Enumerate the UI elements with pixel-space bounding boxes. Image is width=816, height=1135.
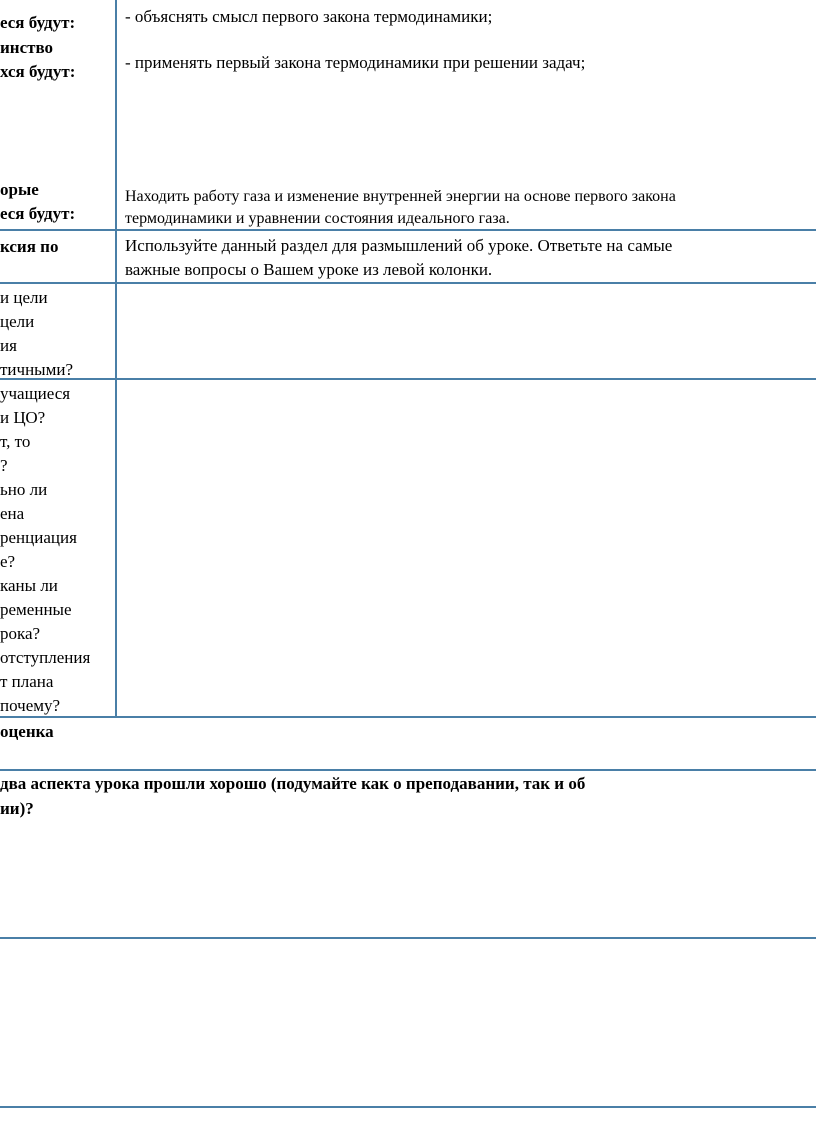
column-divider [115,0,117,718]
question-line: рока? [0,624,41,643]
goal-all-students: - объяснять смысл первого закона термодинамики; [125,7,493,26]
goals-most-label-2: хся будут: [0,62,76,81]
question-line: т, то [0,432,31,451]
row-border-reflection-bottom [0,282,816,284]
goal-some-students-2: термодинамики и уравнении состояния идеального газа. [125,210,510,227]
goals-some-label-2: еся будут: [0,204,76,223]
row-border-questions1-bottom [0,378,816,380]
assessment-title: оценка [0,722,54,741]
page-bottom-border [0,1106,816,1108]
question-line: ена [0,504,25,523]
goal-most-students: - применять первый закона термодинамики при решении задач; [125,53,586,72]
question-line: и цели [0,288,48,307]
section-border-answer-bottom [0,937,816,939]
question-line: ьно ли [0,480,48,499]
reflection-label: ксия по [0,237,59,256]
assessment-question-2: ии)? [0,799,34,818]
goals-some-label-1: орые [0,180,39,199]
reflection-instruction-1: Используйте данный раздел для размышлений об уроке. Ответьте на самые [125,236,673,255]
question-line: ременные [0,600,72,619]
goals-all-label: еся будут: [0,13,76,32]
reflection-instruction-2: важные вопросы о Вашем уроке из левой колонки. [125,260,493,279]
question-line: ия [0,336,17,355]
question-line: и ЦО? [0,408,46,427]
question-line: ? [0,456,8,475]
question-line: тичными? [0,360,73,379]
row-border-assessment-bottom [0,769,816,771]
goals-most-label-1: инство [0,38,54,57]
goal-some-students-1: Находить работу газа и изменение внутренней энергии на основе первого закона [125,188,676,205]
question-line: отступления [0,648,91,667]
assessment-question-1: два аспекта урока прошли хорошо (подумайте как о преподавании, так и об [0,774,586,793]
question-line: каны ли [0,576,58,595]
question-line: цели [0,312,35,331]
question-line: е? [0,552,16,571]
question-line: почему? [0,696,61,715]
row-border-questions2-bottom [0,716,816,718]
question-line: учащиеся [0,384,71,403]
question-line: ренциация [0,528,77,547]
question-line: т плана [0,672,54,691]
